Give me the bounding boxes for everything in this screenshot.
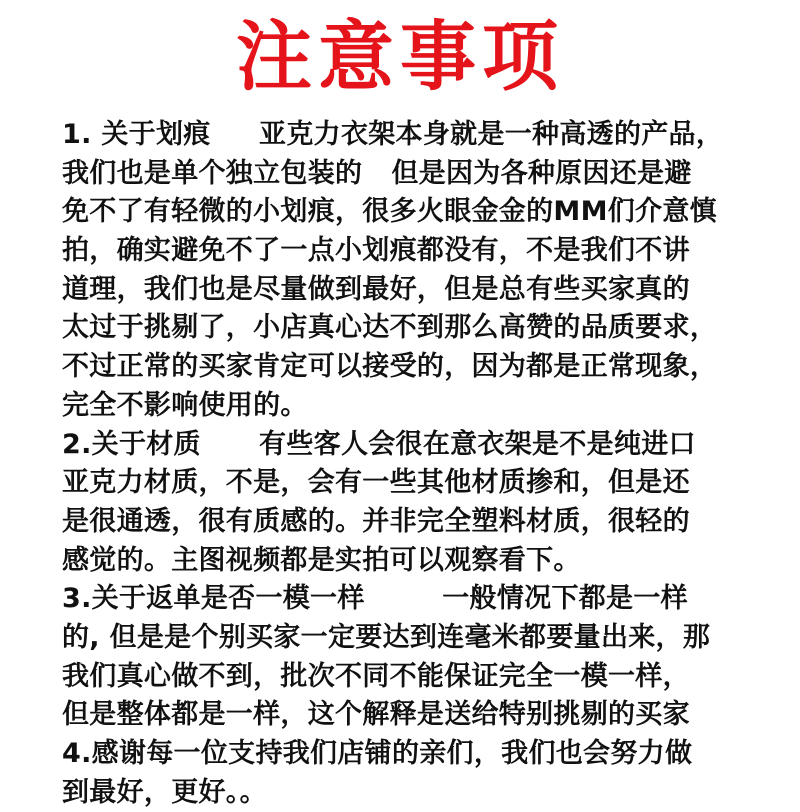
notice-line: 但是整体都是一样，这个解释是送给特别挑剔的买家 bbox=[62, 699, 690, 731]
notice-line: 到最好，更好。。 bbox=[62, 776, 267, 808]
notice-line: 是很通透，很有质感的。并非完全塑料材质，很轻的 bbox=[62, 505, 690, 537]
notice-line: 2.关于材质 有些客人会很在意衣架是不是纯进口 bbox=[62, 428, 696, 460]
notice-line: 的, 但是是个别买家一定要达到连毫米都要量出来，那 bbox=[62, 621, 711, 653]
notice-line: 拍，确实避免不了一点小划痕都没有，不是我们不讲 bbox=[62, 235, 690, 267]
notice-body bbox=[62, 116, 762, 812]
notice-line: 免不了有轻微的小划痕，很多火眼金金的MM们介意慎 bbox=[62, 196, 717, 228]
notice-line: 亚克力材质，不是，会有一些其他材质掺和，但是还 bbox=[62, 467, 690, 499]
notice-line: 我们也是单个独立包装的 但是因为各种原因还是避 bbox=[62, 157, 692, 189]
notice-line: 3.关于返单是否一模一样 一般情况下都是一样 bbox=[62, 583, 688, 615]
notice-line: 完全不影响使用的。 bbox=[62, 389, 308, 421]
notice-line: 道理，我们也是尽量做到最好，但是总有些买家真的 bbox=[62, 273, 690, 305]
notice-line: 我们真心做不到，批次不同不能保证完全一模一样， bbox=[62, 660, 690, 692]
notice-line: 4.感谢每一位支持我们店铺的亲们，我们也会努力做 bbox=[62, 738, 693, 769]
page-title: 注意事项 bbox=[236, 12, 564, 101]
notice-line: 太过于挑剔了，小店真心达不到那么高赞的品质要求， bbox=[62, 312, 718, 344]
notice-line: 1. 关于划痕 亚克力衣架本身就是一种高透的产品， bbox=[62, 119, 724, 150]
notice-line: 感觉的。主图视频都是实拍可以观察看下。 bbox=[62, 544, 581, 576]
notice-line: 不过正常的买家肯定可以接受的，因为都是正常现象， bbox=[62, 351, 718, 383]
